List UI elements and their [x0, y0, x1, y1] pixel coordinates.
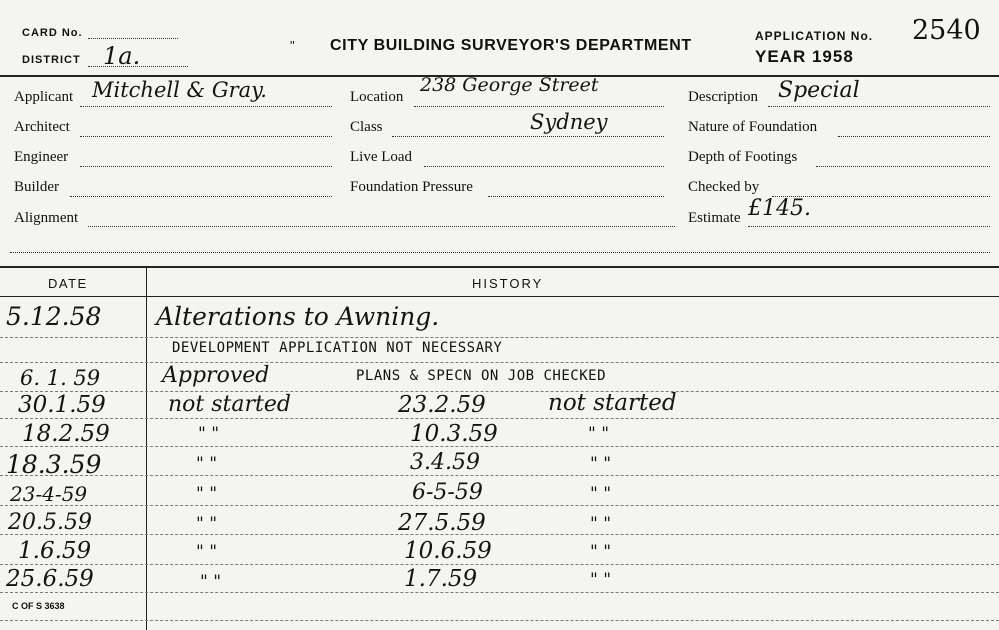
- row-date: 23-4-59: [10, 482, 88, 506]
- date-header: DATE: [48, 276, 88, 291]
- architect-label: Architect: [14, 119, 70, 135]
- location-value-1: 238 George Street: [420, 74, 599, 96]
- row-rule: [0, 362, 999, 363]
- row-date: 20.5.59: [8, 510, 92, 535]
- row-date: 18.3.59: [6, 450, 102, 479]
- row-tail: " ": [590, 542, 612, 562]
- fields-bottom-line: [10, 252, 990, 253]
- location-value-2: Sydney: [530, 110, 608, 134]
- history-header: HISTORY: [472, 276, 544, 291]
- year-label: YEAR 1958: [755, 47, 854, 66]
- row-mid-date: 10.6.59: [404, 538, 492, 564]
- row-entry: not started: [168, 392, 291, 417]
- applicant-label: Applicant: [14, 89, 74, 105]
- alignment-label: Alignment: [14, 210, 79, 226]
- row-rule: [0, 337, 999, 338]
- row-date: 25.6.59: [6, 566, 94, 592]
- row-entry: Approved: [162, 363, 270, 388]
- row-tail: not started: [548, 390, 677, 416]
- card-no-label: CARD No.: [22, 27, 83, 39]
- date-column-divider: [146, 266, 147, 630]
- row-rule: [0, 391, 999, 392]
- row-tail: " ": [590, 454, 612, 474]
- row-mid-date: 27.5.59: [398, 510, 486, 536]
- history-header-rule: [0, 296, 999, 297]
- row-entry: Alterations to Awning.: [156, 302, 440, 331]
- row-entry: " ": [196, 542, 218, 562]
- live-load-label: Live Load: [350, 149, 413, 165]
- form-code: C OF S 3638: [12, 601, 65, 611]
- row-mid-date: 1.7.59: [404, 566, 478, 592]
- row-stamp: DEVELOPMENT APPLICATION NOT NECESSARY: [172, 340, 503, 356]
- history-top-rule: [0, 266, 999, 268]
- row-entry: " ": [198, 424, 220, 444]
- checked-by-label: Checked by: [688, 179, 760, 195]
- header-mark: ": [290, 38, 295, 53]
- department-title: CITY BUILDING SURVEYOR'S DEPARTMENT: [330, 37, 692, 54]
- card-no-line: [88, 38, 178, 39]
- estimate-line: [748, 226, 990, 227]
- applicant-value: Mitchell & Gray.: [92, 78, 267, 102]
- description-label: Description: [688, 89, 758, 105]
- row-date: 30.1.59: [18, 392, 106, 418]
- row-tail: " ": [588, 424, 610, 444]
- row-tail: " ": [590, 570, 612, 590]
- row-entry: " ": [196, 484, 218, 504]
- row-tail: " ": [590, 514, 612, 534]
- foundation-pressure-line: [488, 196, 664, 197]
- builder-label: Builder: [14, 179, 59, 195]
- row-date: 18.2.59: [22, 421, 110, 447]
- description-line: [768, 106, 990, 107]
- estimate-label: Estimate: [688, 210, 741, 226]
- row-stamp: PLANS & SPECN ON JOB CHECKED: [356, 368, 607, 384]
- row-mid-date: 3.4.59: [410, 450, 480, 475]
- district-value: 1a.: [103, 42, 141, 70]
- row-mid-date: 10.3.59: [410, 421, 498, 447]
- row-rule: [0, 620, 999, 621]
- row-rule: [0, 475, 999, 476]
- description-value: Special: [778, 78, 860, 103]
- row-tail: " ": [590, 484, 612, 504]
- row-entry: " ": [196, 514, 218, 534]
- estimate-value: £145.: [748, 196, 811, 221]
- district-label: DISTRICT: [22, 54, 81, 66]
- class-label: Class: [350, 119, 383, 135]
- row-mid-date: 6-5-59: [412, 480, 483, 505]
- applicant-line: [80, 106, 332, 107]
- alignment-line: [88, 226, 675, 227]
- row-rule: [0, 505, 999, 506]
- application-no: 2540: [912, 15, 981, 46]
- location-line: [414, 106, 664, 107]
- builder-line: [70, 196, 332, 197]
- row-entry: " ": [196, 454, 218, 474]
- engineer-label: Engineer: [14, 149, 69, 165]
- application-no-label: APPLICATION No.: [755, 29, 874, 43]
- row-rule: [0, 564, 999, 565]
- row-rule: [0, 446, 999, 447]
- nature-line: [838, 136, 990, 137]
- architect-line: [80, 136, 332, 137]
- class-line: [392, 136, 664, 137]
- depth-of-footings-label: Depth of Footings: [688, 149, 798, 165]
- live-load-line: [424, 166, 664, 167]
- row-date: 1.6.59: [18, 538, 92, 564]
- engineer-line: [80, 166, 332, 167]
- row-mid-date: 23.2.59: [398, 392, 486, 418]
- nature-of-foundation-label: Nature of Foundation: [688, 119, 818, 135]
- foundation-pressure-label: Foundation Pressure: [350, 179, 473, 195]
- location-label: Location: [350, 89, 404, 105]
- depth-line: [816, 166, 990, 167]
- row-entry: " ": [200, 572, 222, 592]
- row-rule: [0, 592, 999, 593]
- row-rule: [0, 534, 999, 535]
- row-rule: [0, 418, 999, 419]
- row-date: 5.12.58: [6, 302, 102, 331]
- row-date: 6. 1. 59: [20, 366, 101, 390]
